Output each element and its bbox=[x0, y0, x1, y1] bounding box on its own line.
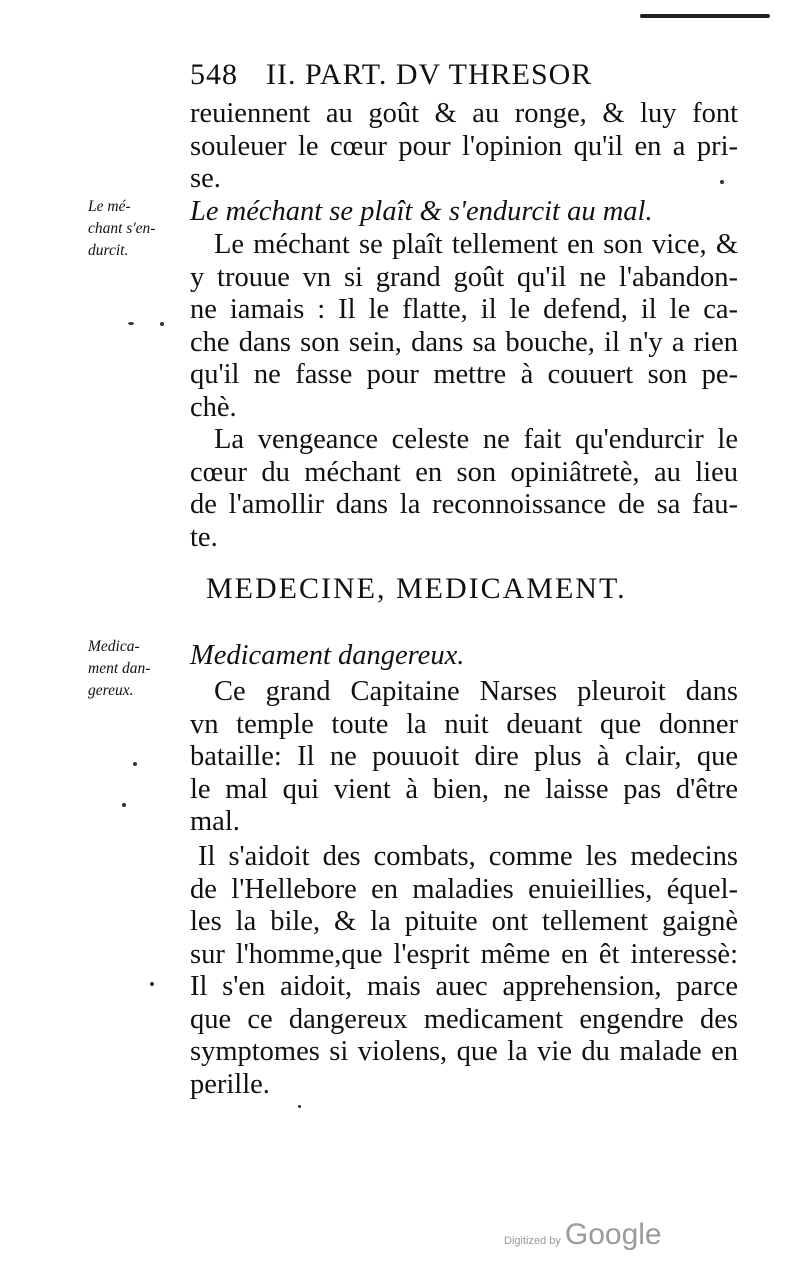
margin-note-mechant bbox=[88, 196, 180, 262]
scan-speck bbox=[128, 322, 134, 325]
text-line: y trouue vn si grand goût qu'il ne l'abandon- bbox=[190, 261, 738, 293]
margin-note-line: durcit. bbox=[88, 242, 129, 259]
running-header bbox=[190, 58, 592, 92]
scan-speck bbox=[133, 762, 137, 766]
continuation-text bbox=[190, 98, 738, 196]
scan-speck bbox=[122, 803, 126, 807]
text-line: reuiennent au goût & au ronge, & luy font bbox=[190, 98, 738, 129]
text-line: cœur du méchant en son opiniâtretè, au lieu bbox=[190, 456, 738, 488]
text-line: qu'il ne fasse pour mettre à couuert son pe- bbox=[190, 359, 738, 390]
text-line: Il s'en aidoit, mais auec apprehension, parce bbox=[190, 971, 738, 1002]
text-line: La vengeance celeste ne fait qu'endurcir le bbox=[214, 424, 738, 455]
section-subtitle-medicament bbox=[190, 640, 738, 673]
text-line: ne iamais : Il le flatte, il le defend, il le ca- bbox=[190, 294, 738, 325]
margin-note-line: Le mé- bbox=[88, 198, 131, 215]
subtitle-text: Le méchant se plaît & s'endurcit au mal. bbox=[190, 196, 653, 227]
text-line: vn temple toute la nuit deuant que donner bbox=[190, 708, 738, 740]
margin-note-line: chant s'en- bbox=[88, 220, 156, 237]
text-line: bataille: Il ne pouuoit dire plus à clair, que bbox=[190, 741, 738, 772]
margin-note-line: gereux. bbox=[88, 682, 134, 699]
margin-note-line: ment dan- bbox=[88, 660, 151, 677]
text-line: souleuer le cœur pour l'opinion qu'il en a pri- bbox=[190, 130, 738, 162]
watermark-prefix: Digitized by bbox=[504, 1235, 561, 1247]
paragraph-medicament-1 bbox=[190, 676, 738, 839]
paragraph-mechant-1 bbox=[190, 229, 738, 424]
scan-speck bbox=[720, 180, 724, 184]
text-line: chè. bbox=[190, 391, 237, 423]
text-line: Ce grand Capitaine Narses pleuroit dans bbox=[214, 676, 738, 707]
paragraph-medicament-2 bbox=[190, 841, 738, 1101]
text-line: perille. bbox=[190, 1068, 270, 1100]
subtitle-text: Medicament dangereux. bbox=[190, 640, 465, 671]
section-subtitle-mechant bbox=[190, 196, 738, 229]
text-line: che dans son sein, dans sa bouche, il n'y a rien bbox=[190, 326, 738, 358]
text-line: mal. bbox=[190, 806, 240, 837]
text-line: le mal qui vient à bien, ne laisse pas d'être bbox=[190, 773, 738, 805]
text-line: se. bbox=[190, 163, 221, 194]
digitized-by-google-watermark bbox=[504, 1218, 662, 1252]
text-line: Il s'aidoit des combats, comme les medecins bbox=[198, 841, 738, 872]
text-line: les la bile, & la pituite ont tellement gaignè bbox=[190, 906, 738, 937]
text-line: que ce dangereux medicament engendre des bbox=[190, 1003, 738, 1035]
running-title: II. PART. DV THRESOR bbox=[266, 58, 593, 91]
text-line: Le méchant se plaît tellement en son vice, & bbox=[214, 229, 738, 260]
paragraph-mechant-2 bbox=[190, 424, 738, 554]
text-line: symptomes si violens, que la vie du malade en bbox=[190, 1036, 738, 1067]
scan-speck bbox=[150, 982, 154, 986]
text-line: sur l'homme,que l'esprit même en êt interessè: bbox=[190, 938, 738, 970]
top-edge-rule bbox=[640, 14, 770, 18]
text-line: de l'Hellebore en maladies enuieillies, équel- bbox=[190, 873, 738, 905]
margin-note-medicament bbox=[88, 636, 180, 702]
text-line: de l'amollir dans la reconnoissance de sa fau- bbox=[190, 489, 738, 520]
scan-speck bbox=[160, 322, 164, 326]
watermark-brand: Google bbox=[564, 1218, 662, 1251]
page-number: 548 bbox=[190, 58, 238, 91]
margin-note-line: Medica- bbox=[88, 638, 140, 655]
scan-speck bbox=[298, 1105, 301, 1108]
section-heading-medecine: MEDECINE, MEDICAMENT. bbox=[206, 572, 627, 605]
text-line: te. bbox=[190, 521, 218, 553]
